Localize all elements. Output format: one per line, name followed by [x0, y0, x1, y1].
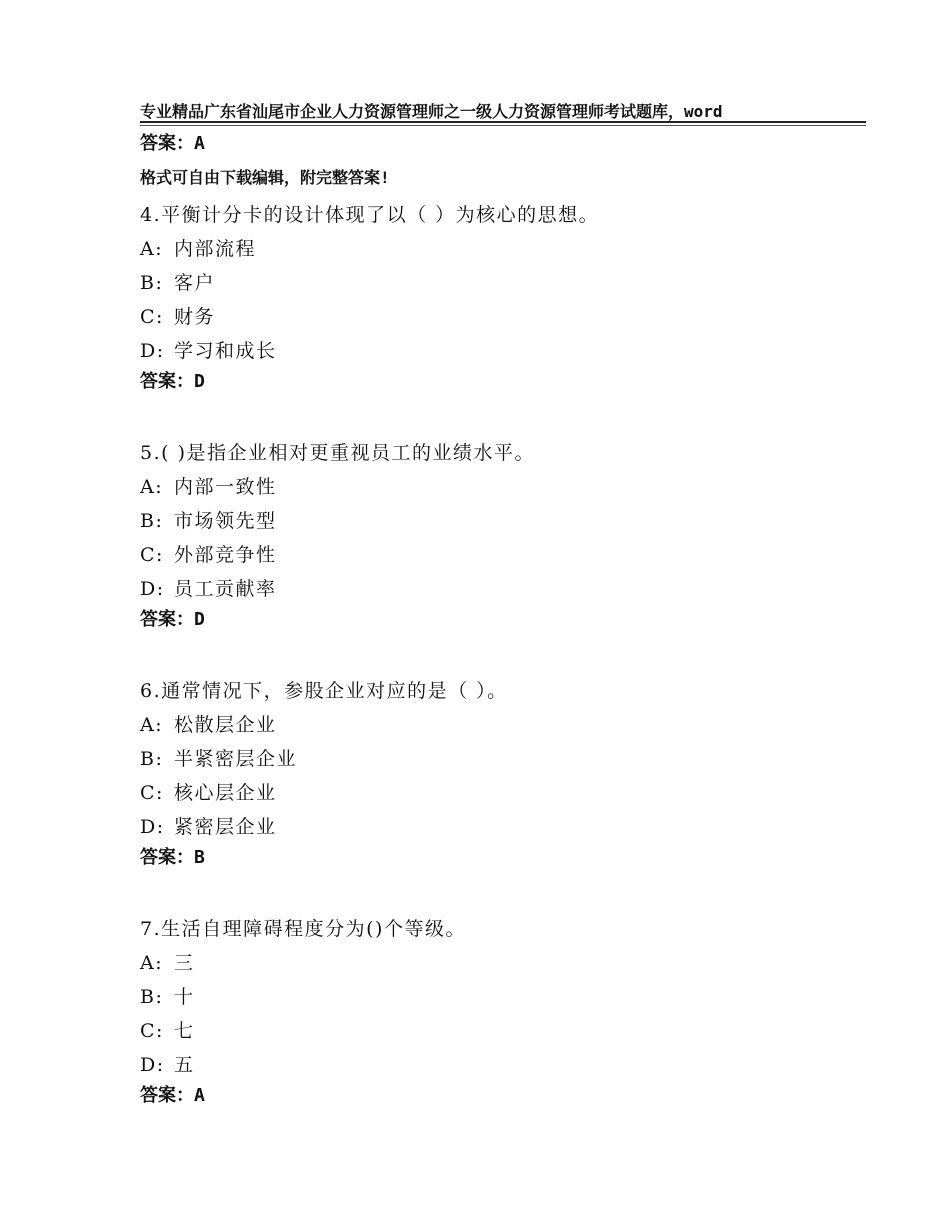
option-text: 内部一致性 — [174, 476, 277, 498]
option-letter: A: — [140, 714, 164, 736]
option-text: 员工贡献率 — [174, 578, 277, 600]
document-body — [140, 130, 860, 1116]
option-item — [140, 742, 860, 776]
option-item — [140, 1048, 860, 1082]
option-text: 松散层企业 — [174, 714, 277, 736]
option-item — [140, 266, 860, 300]
option-text: 紧密层企业 — [174, 816, 277, 838]
option-letter: A: — [140, 476, 164, 498]
option-letter: D: — [140, 578, 165, 600]
option-text: 市场领先型 — [174, 510, 277, 532]
option-text: 内部流程 — [174, 238, 257, 260]
option-item — [140, 708, 860, 742]
option-text: 三 — [174, 952, 195, 974]
answer-line: 答案：A — [140, 133, 205, 154]
option-letter: B: — [140, 272, 164, 294]
option-item — [140, 504, 860, 538]
option-letter: C: — [140, 544, 164, 566]
option-text: 五 — [174, 1054, 195, 1076]
option-letter: D: — [140, 816, 165, 838]
answer-line: 答案：D — [140, 371, 205, 392]
option-text: 核心层企业 — [174, 782, 277, 804]
question-text: 7.生活自理障碍程度分为()个等级。 — [140, 918, 466, 940]
option-item — [140, 776, 860, 810]
question-text: 6.通常情况下，参股企业对应的是（ ）。 — [140, 680, 508, 702]
option-item — [140, 572, 860, 606]
answer-line: 答案：B — [140, 847, 205, 868]
answer-line: 答案：A — [140, 1085, 205, 1106]
question-text: 5.( )是指企业相对更重视员工的业绩水平。 — [140, 442, 535, 464]
option-item — [140, 470, 860, 504]
option-letter: B: — [140, 748, 164, 770]
option-text: 十 — [174, 986, 195, 1008]
question-block — [140, 912, 860, 1116]
question-block — [140, 198, 860, 402]
option-letter: A: — [140, 952, 164, 974]
question-block — [140, 674, 860, 878]
option-text: 七 — [174, 1020, 195, 1042]
option-text: 客户 — [174, 272, 216, 294]
question-block — [140, 436, 860, 640]
option-item — [140, 810, 860, 844]
header-rule-thick — [140, 121, 866, 123]
option-letter: B: — [140, 510, 164, 532]
option-item — [140, 300, 860, 334]
option-item — [140, 538, 860, 572]
option-text: 学习和成长 — [174, 340, 277, 362]
option-letter: D: — [140, 1054, 165, 1076]
header-line-1: 专业精品广东省汕尾市企业人力资源管理师之一级人力资源管理师考试题库，word — [140, 102, 723, 121]
option-item — [140, 1014, 860, 1048]
question-text: 4.平衡计分卡的设计体现了以（ ）为核心的思想。 — [140, 204, 600, 226]
option-letter: B: — [140, 986, 164, 1008]
option-text: 外部竞争性 — [174, 544, 277, 566]
header-rule-thin — [140, 125, 866, 126]
option-text: 财务 — [174, 306, 216, 328]
option-letter: C: — [140, 782, 164, 804]
option-letter: D: — [140, 340, 165, 362]
option-letter: A: — [140, 238, 164, 260]
answer-line: 答案：D — [140, 609, 205, 630]
option-item — [140, 232, 860, 266]
option-letter: C: — [140, 306, 164, 328]
option-item — [140, 946, 860, 980]
option-letter: C: — [140, 1020, 164, 1042]
option-text: 半紧密层企业 — [174, 748, 298, 770]
header-line-2: 格式可自由下载编辑，附完整答案! — [140, 168, 390, 187]
option-item — [140, 980, 860, 1014]
option-item — [140, 334, 860, 368]
